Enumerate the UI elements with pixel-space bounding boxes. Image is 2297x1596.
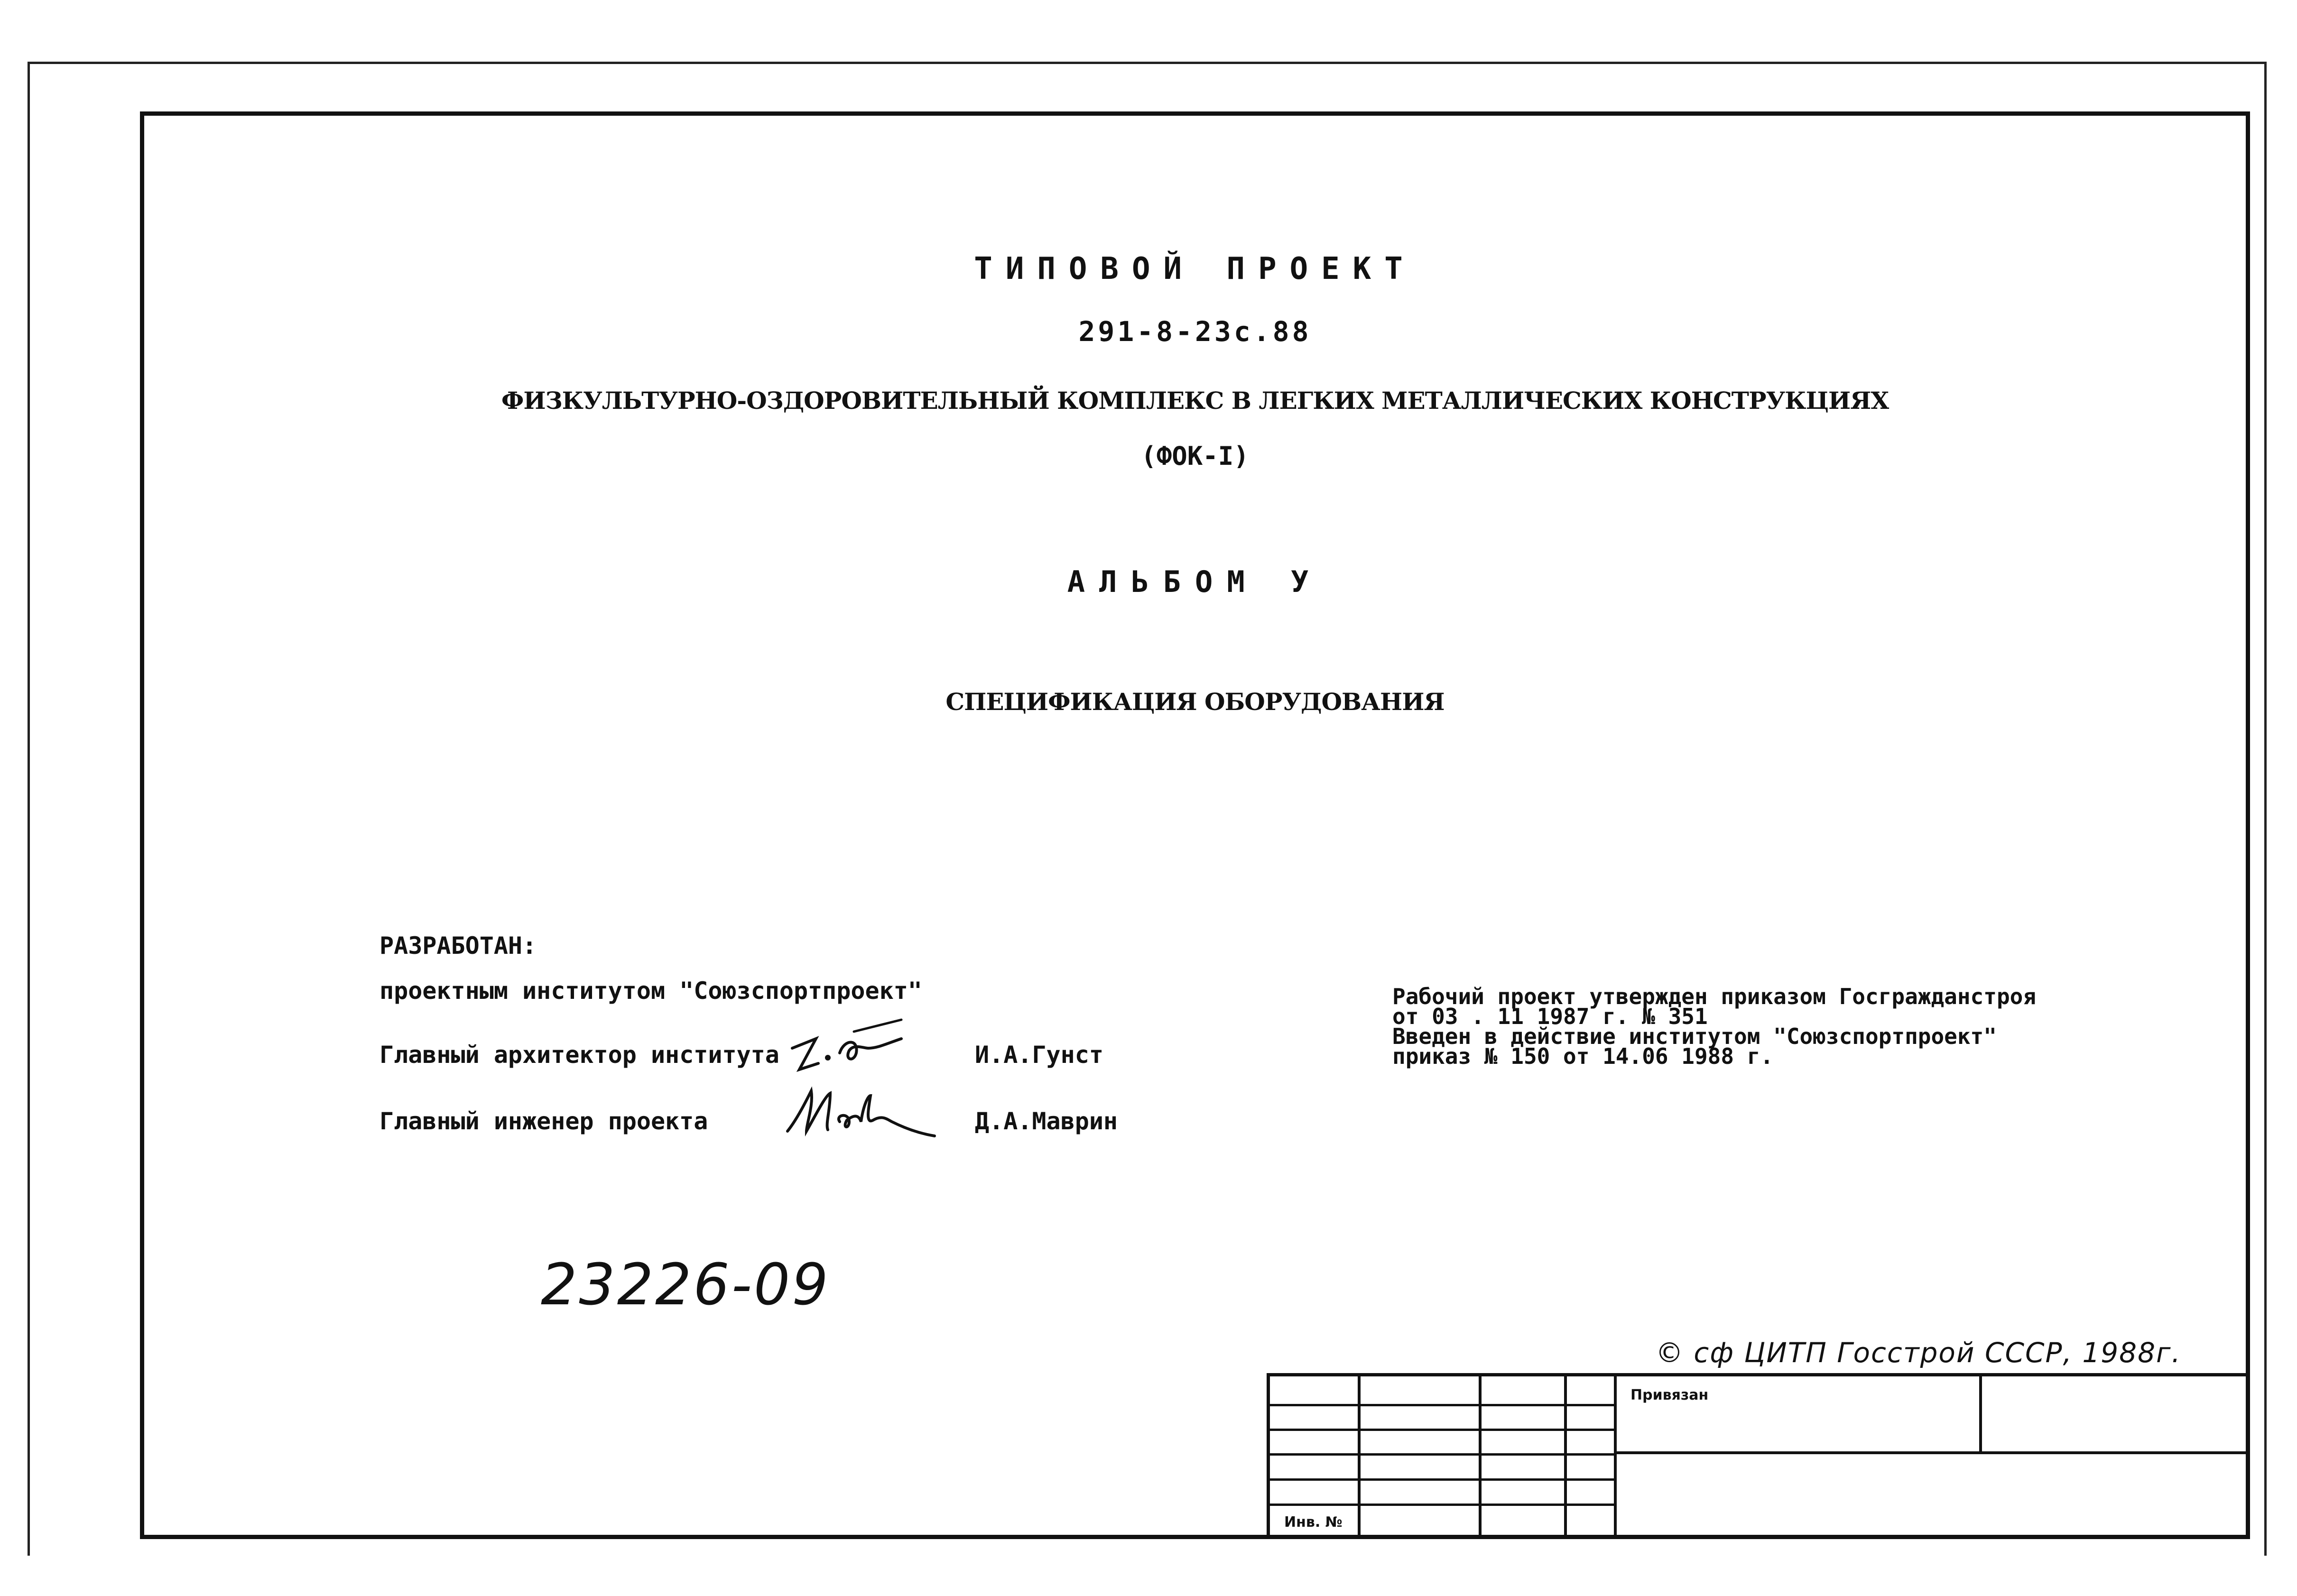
stamp-grid-line — [1270, 1404, 1616, 1406]
approval-line-3: Введен в действие институтом "Союзспортпроект" — [1392, 1024, 1997, 1049]
copyright-note: © сф ЦИТП Госстрой СССР, 1988г. — [1656, 1337, 2181, 1369]
engineer-signature — [778, 1077, 939, 1148]
stamp-inv-label: Инв. № — [1284, 1514, 1343, 1531]
chief-architect-name: И.А.Гунст — [975, 1041, 1103, 1069]
inventory-number: 23226-09 — [541, 1252, 830, 1318]
stamp-grid-line — [1358, 1376, 1361, 1538]
chief-architect-label: Главный архитектор института — [380, 1041, 779, 1069]
stamp-grid-line — [1270, 1453, 1616, 1456]
chief-engineer-name: Д.А.Маврин — [975, 1107, 1118, 1135]
approval-line-2: от 03 . 11 1987 г. № 351 — [1392, 1004, 1708, 1029]
stamp-grid-line — [1270, 1429, 1616, 1431]
stamp-grid-line — [1979, 1376, 1982, 1452]
document-title: ТИПОВОЙ ПРОЕКТ — [974, 251, 1416, 286]
album-label: АЛЬБОМ У — [1067, 564, 1323, 599]
chief-engineer-label: Главный инженер проекта — [380, 1107, 708, 1135]
stamp-grid-line — [1270, 1478, 1616, 1481]
developer-heading: РАЗРАБОТАН: — [380, 932, 537, 959]
stamp-grid-line — [1564, 1376, 1567, 1538]
approval-line-4: приказ № 150 от 14.06 1988 г. — [1392, 1043, 1774, 1069]
project-abbreviation: (ФОК-I) — [1141, 441, 1249, 471]
developer-institute: проектным институтом "Союзспортпроект" — [380, 977, 922, 1005]
stamp-grid-line — [1614, 1451, 2250, 1454]
project-name: ФИЗКУЛЬТУРНО-ОЗДОРОВИТЕЛЬНЫЙ КОМПЛЕКС В ЛЕГКИХ МЕТАЛЛИЧЕСКИХ КОНСТРУКЦИЯХ — [501, 387, 1889, 415]
architect-signature — [783, 1010, 925, 1081]
stamp-grid-line — [1614, 1376, 1617, 1538]
stamp-bound-label: Привязан — [1630, 1387, 1709, 1403]
stamp-table — [1267, 1373, 2246, 1537]
approval-line-1: Рабочий проект утвержден приказом Госгражданстроя — [1392, 984, 2037, 1009]
stamp-grid-line — [1270, 1504, 1616, 1506]
album-subject: СПЕЦИФИКАЦИЯ ОБОРУДОВАНИЯ — [945, 688, 1445, 716]
stamp-grid-line — [1479, 1376, 1482, 1538]
project-code: 291-8-23с.88 — [1078, 315, 1312, 348]
